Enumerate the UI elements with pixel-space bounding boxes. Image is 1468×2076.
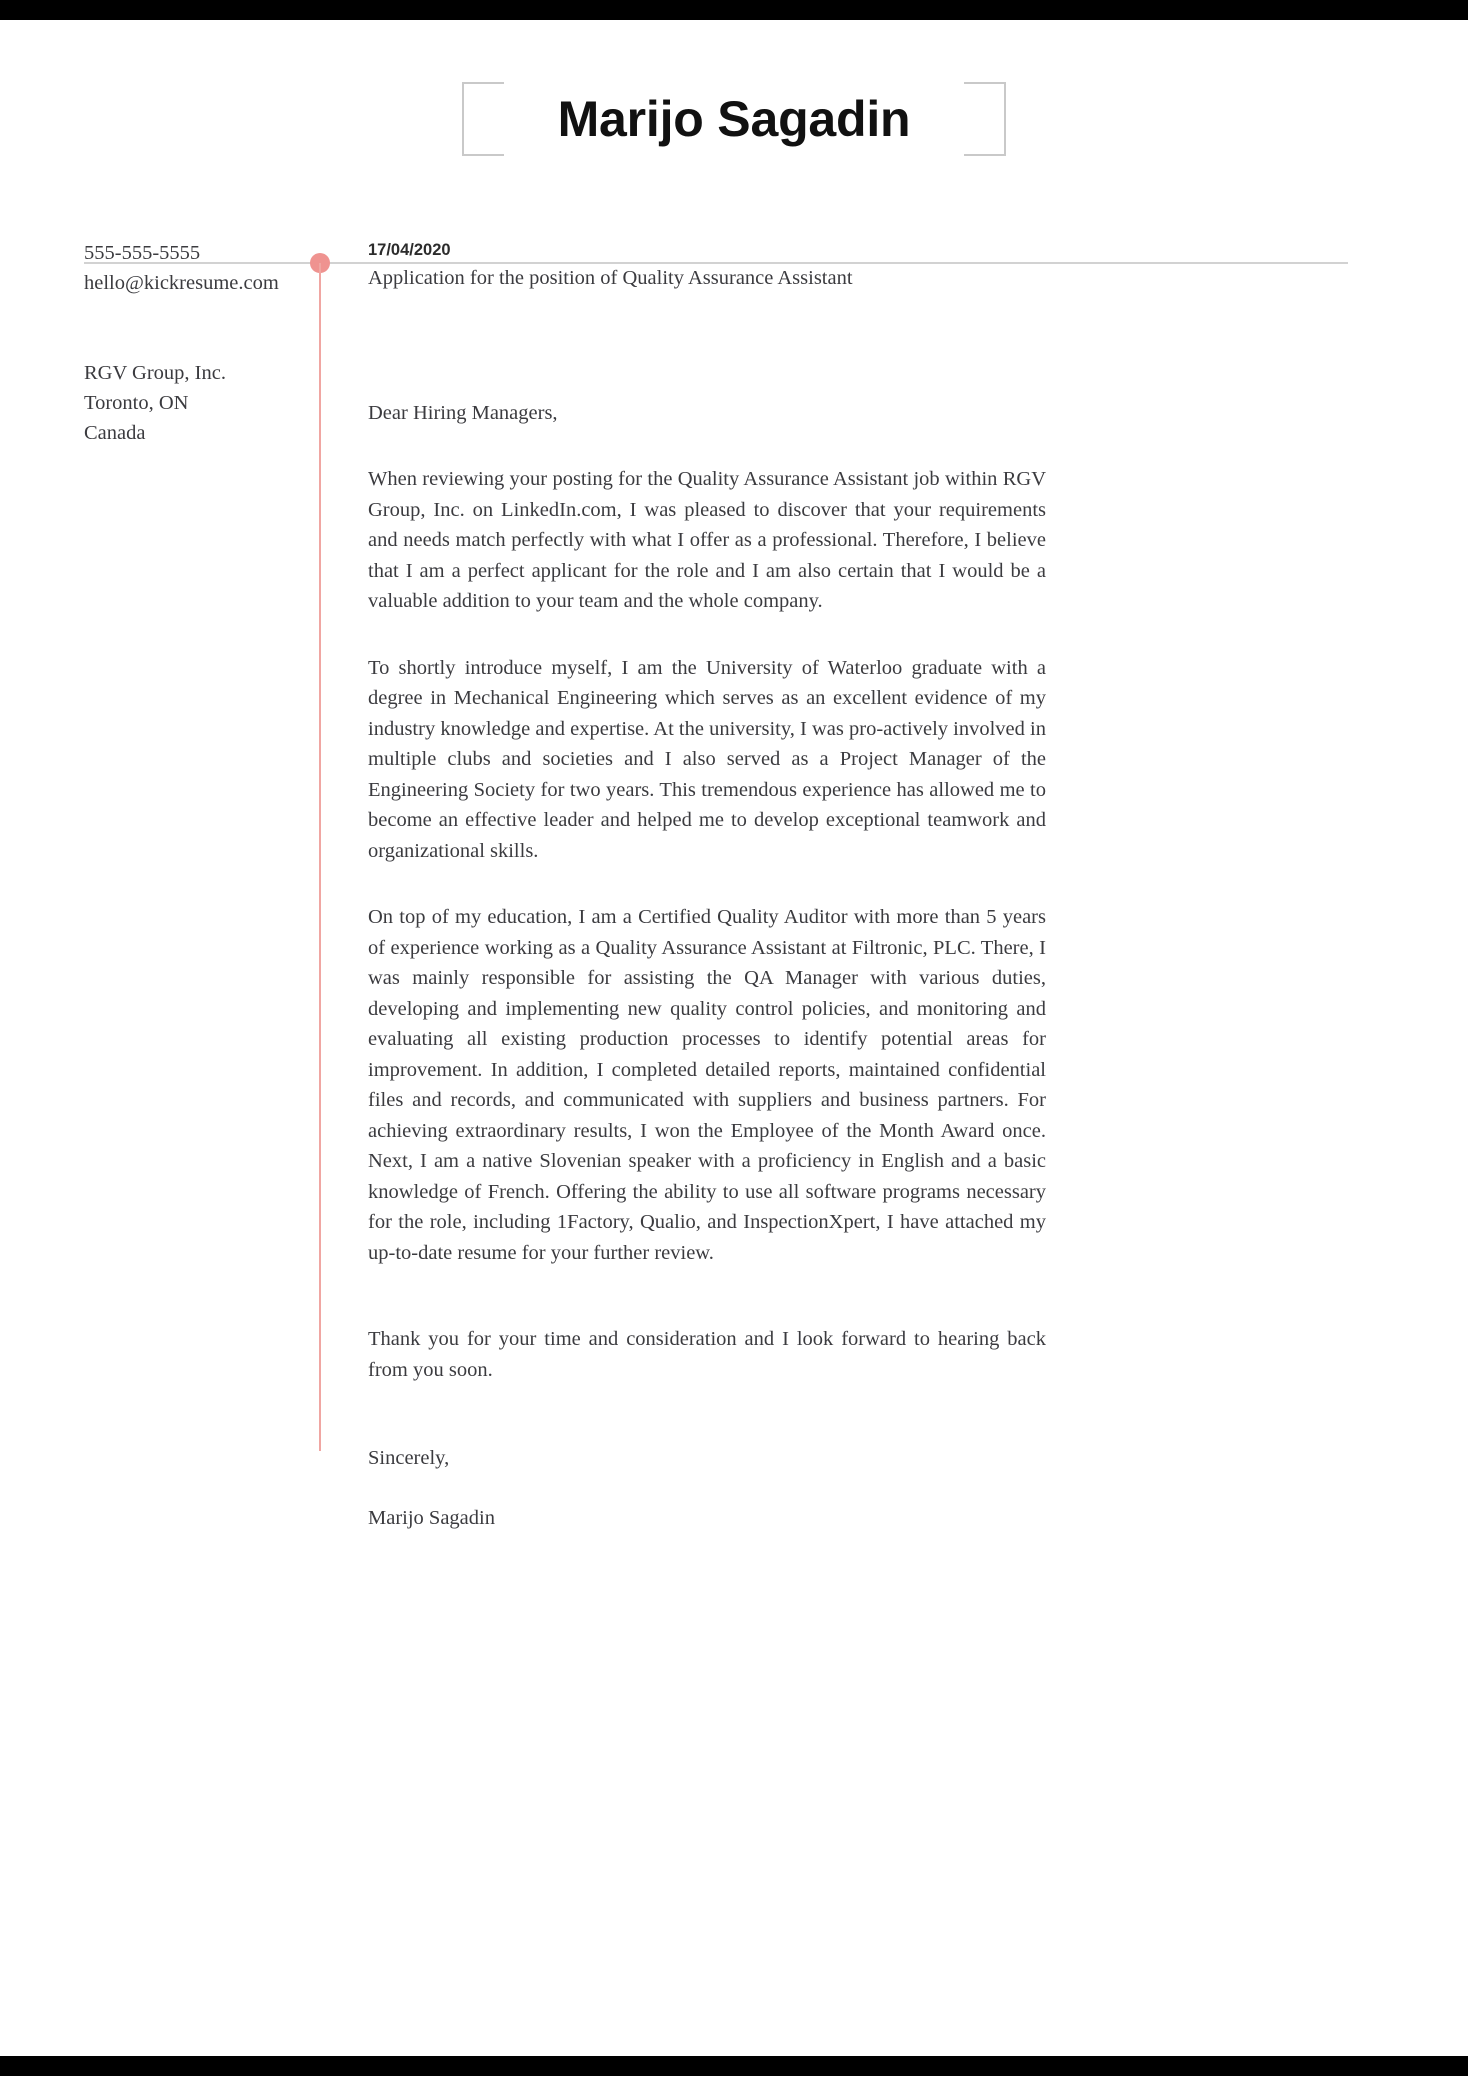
recipient-company: RGV Group, Inc. [84,362,226,384]
contact-email: hello@kickresume.com [84,272,279,294]
contact-phone: 555-555-5555 [84,242,201,264]
vertical-accent-line [319,263,321,1451]
letter-signature: Marijo Sagadin [368,1507,495,1529]
recipient-address [84,358,294,448]
letter-date: 17/04/2020 [368,241,451,259]
bracket-left-mask [464,104,468,138]
letter-thanks: Thank you for your time and consideration and I look forward to hearing back from you soon. [368,1328,1046,1381]
recipient-country: Canada [84,422,146,444]
contact-column [84,238,294,448]
recipient-city: Toronto, ON [84,392,189,414]
document-header [0,82,1468,156]
letter-paragraph: When reviewing your posting for the Quality Assurance Assistant job within RGV Group, Inc. on LinkedIn.com, I was pleased to discover that your requirements and needs match perfectly with what I offer as a professional. Therefore, I believe that I am a perfect applicant for the role and I am also certain that I would be a valuable addition to your team and the whole company. [368,468,1046,612]
page-bottom-edge-bar [0,2056,1468,2076]
bracket-right-decoration [964,82,1006,156]
letter-salutation: Dear Hiring Managers, [368,402,558,424]
letter-paragraph: To shortly introduce myself, I am the University of Waterloo graduate with a degree in Mechanical Engineering which serves as an excellent evidence of my industry knowledge and expertise. At the university, I was pro-actively involved in multiple clubs and societies and I also served as a Project Manager of the Engineering Society for two years. This tremendous experience has allowed me to become an effective leader and helped me to develop exceptional teamwork and organizational skills. [368,656,1046,862]
letter-column [368,238,1046,1533]
page-top-edge-bar [0,0,1468,20]
contact-details [84,238,294,298]
page-title-name: Marijo Sagadin [557,91,911,147]
bracket-right-mask [1000,104,1004,138]
bracket-left-decoration [462,82,504,156]
letter-paragraph: On top of my education, I am a Certified Quality Auditor with more than 5 years of experience working as a Quality Assurance Assistant at Filtronic, PLC. There, I was mainly responsible for assisting the QA Manager with various duties, developing and implementing new quality control policies, and monitoring and evaluating all existing production processes to identify potential areas for improvement. In addition, I completed detailed reports, maintained confidential files and records, and communicated with suppliers and business partners. For achieving extraordinary results, I won the Employee of the Month Award once. Next, I am a native Slovenian speaker with a proficiency in English and a basic knowledge of French. Offering the ability to use all software programs necessary for the role, including 1Factory, Qualio, and InspectionXpert, I have attached my up-to-date resume for your further review. [368,906,1046,1264]
letter-subject: Application for the position of Quality Assurance Assistant [368,267,853,289]
letter-sign-off: Sincerely, [368,1447,450,1469]
